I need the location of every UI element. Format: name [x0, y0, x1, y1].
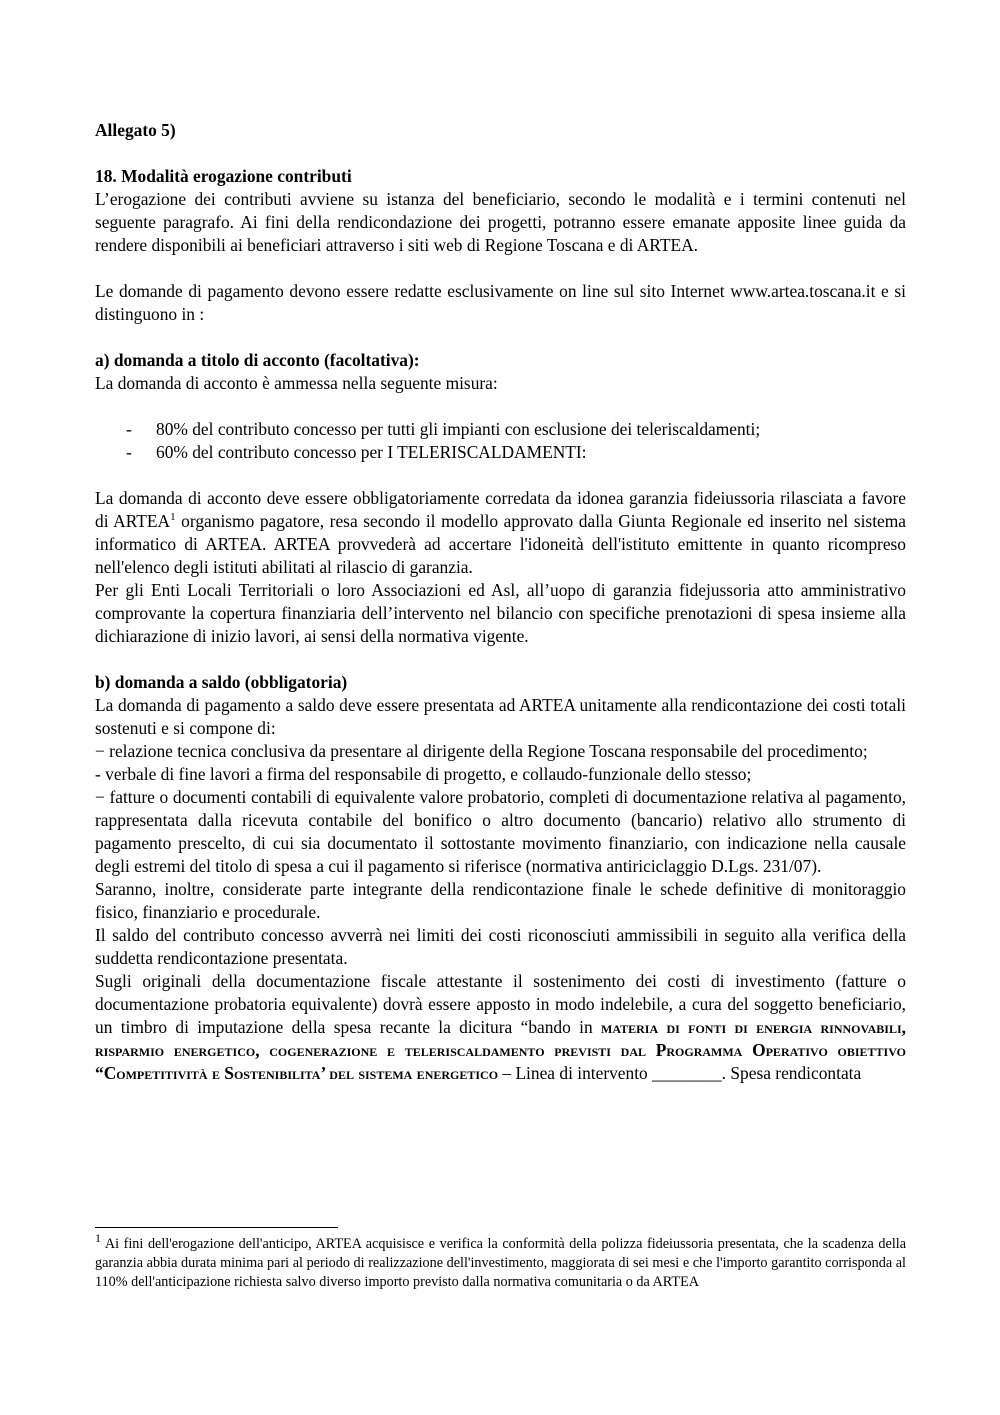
footnote-text: Ai fini dell'erogazione dell'anticipo, ARTEA acquisisce e verifica la conformità della polizza fideiussoria presentata, che la scadenza della garanzia abbia durata minima pari al periodo di realizzazione dell'investimento, maggiorata di sei mesi e che l'importo garantito corrisponda al 110% dell'anticipazione richiesta salvo diverso importo previsto dalla normativa comunitaria o da ARTEA	[95, 1236, 906, 1290]
dash-bullet: -	[126, 442, 132, 462]
footnote-divider	[95, 1227, 338, 1228]
list-item	[95, 441, 906, 464]
balance-item-report: − relazione tecnica conclusiva da presentare al dirigente della Regione Toscana responsabile del procedimento;	[95, 741, 868, 761]
footnotes	[95, 1231, 906, 1292]
guarantee-text-start: La domanda di acconto deve essere obbligatoriamente corredata da idonea garanzia fideiussoria rilasciata a favore di ARTEA	[95, 488, 906, 531]
guarantee-text-end: organismo pagatore, resa secondo il modello approvato dalla Giunta Regionale ed inserito nel sistema informatico di ARTEA. ARTEA provvederà ad accertare l'idoneità dell'istituto emittente in quanto ricompreso nell'elenco degli istituti abilitati al rilascio di garanzia.	[95, 511, 906, 577]
stamp-wording: materia di fonti di energia rinnovabili, risparmio energetico, cogenerazione e teleriscaldamento previsti dal Programma Operativo obiettivo “Competitività e Sostenibilita’ del sistema energetico	[95, 1017, 906, 1083]
list-item-text: 80% del contributo concesso per tutti gli impianti con esclusione dei teleriscaldamenti;	[156, 419, 761, 439]
local-entities-paragraph: Per gli Enti Locali Territoriali o loro Associazioni ed Asl, all’uopo di garanzia fidejussoria atto amministrativo comprovante la copertura finanziaria dell’intervento nel bilancio con specifiche prenotazioni di spesa insieme alla dichiarazione di inizio lavori, ai sensi della normativa vigente.	[95, 580, 906, 646]
spacer	[95, 648, 906, 671]
section-title: 18. Modalità erogazione contributi	[95, 166, 352, 186]
footnote-reference[interactable]: 1	[170, 511, 176, 523]
monitoring-paragraph: Saranno, inoltre, considerate parte integrante della rendicontazione finale le schede definitive di monitoraggio fisico, finanziario e procedurale.	[95, 879, 906, 922]
footnote	[95, 1231, 906, 1292]
spacer	[95, 395, 906, 418]
stamp-tail: – Linea di intervento ________. Spesa rendicontata	[498, 1063, 862, 1083]
stamp-paragraph	[95, 970, 906, 1085]
balance-item-invoices: − fatture o documenti contabili di equivalente valore probatorio, completi di documentazione relativa al pagamento, rappresentata dalla ricevuta contabile del bonifico o altro documento (bancario) relativo allo strumento di pagamento prescelto, di cui sia documentato il sottostante movimento finanziario, con indicazione nella causale degli estremi del titolo di spesa a cui il pagamento si riferisce (normativa antiriciclaggio D.Lgs. 231/07).	[95, 787, 906, 876]
spacer	[95, 142, 906, 165]
advance-heading: a) domanda a titolo di acconto (facoltativa):	[95, 350, 420, 370]
stamp-intro: Sugli originali della documentazione fiscale attestante il sostenimento dei costi di investimento (fatture o documentazione probatoria equivalente) dovrà essere apposto in modo indelebile, a cura del soggetto beneficiario, un timbro di imputazione della spesa recante la dicitura “bando in	[95, 971, 906, 1037]
spacer	[95, 464, 906, 487]
balance-heading: b) domanda a saldo (obbligatoria)	[95, 672, 348, 692]
balance-lead: La domanda di pagamento a saldo deve essere presentata ad ARTEA unitamente alla rendicontazione dei costi totali sostenuti e si compone di:	[95, 695, 906, 738]
balance-limits-paragraph: Il saldo del contributo concesso avverrà nei limiti dei costi riconosciuti ammissibili in seguito alla verifica della suddetta rendicontazione presentata.	[95, 925, 906, 968]
guarantee-paragraph	[95, 487, 906, 579]
balance-item-minutes: - verbale di fine lavori a firma del responsabile di progetto, e collaudo-funzionale dello stesso;	[95, 764, 752, 784]
advance-lead: La domanda di acconto è ammessa nella seguente misura:	[95, 373, 498, 393]
spacer	[95, 257, 906, 280]
intro-paragraph: L’erogazione dei contributi avviene su istanza del beneficiario, secondo le modalità e i termini contenuti nel seguente paragrafo. Ai fini della rendicondazione dei progetti, potranno essere emanate apposite linee guida da rendere disponibili ai beneficiari attraverso i siti web di Regione Toscana e di ARTEA.	[95, 189, 906, 255]
footnote-number: 1	[95, 1231, 101, 1245]
advance-rates-list	[95, 418, 906, 464]
document-body	[95, 119, 906, 1085]
list-item-text: 60% del contributo concesso per I TELERISCALDAMENTI:	[156, 442, 587, 462]
list-item	[95, 418, 906, 441]
attachment-label: Allegato 5)	[95, 120, 176, 140]
dash-bullet: -	[126, 419, 132, 439]
spacer	[95, 326, 906, 349]
payment-requests-paragraph: Le domande di pagamento devono essere redatte esclusivamente on line sul sito Internet www.artea.toscana.it e si distinguono in :	[95, 281, 906, 324]
